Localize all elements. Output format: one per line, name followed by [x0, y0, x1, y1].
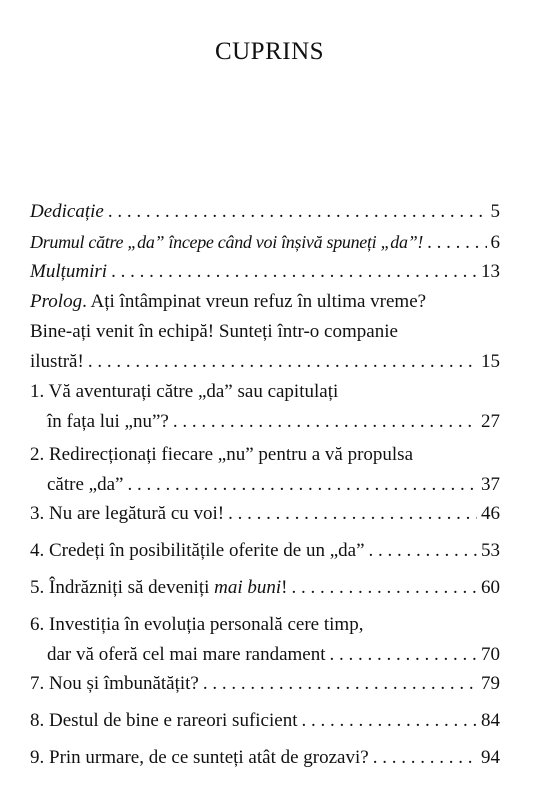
- toc-chapter-6: [30, 610, 500, 670]
- chapter-page: 37: [481, 474, 500, 495]
- toc-chapter-2: [30, 440, 500, 500]
- entry-label-line3: ilustră!: [30, 351, 84, 372]
- dot-leader: [369, 536, 477, 566]
- chapter-title: Nou și îmbunătățit?: [49, 673, 199, 694]
- chapter-title: Destul de bine e rareori suficient: [49, 710, 298, 731]
- toc-chapter-8: [30, 706, 500, 736]
- entry-label-line2: Bine-ați venit în echipă! Sunteți într-o companie: [30, 321, 398, 342]
- chapter-number: 4.: [30, 540, 45, 561]
- chapter-title-line2: în fața lui „nu”?: [47, 411, 169, 432]
- toc-entry-dedication: [30, 197, 500, 227]
- chapter-number: 6.: [30, 614, 45, 635]
- entry-label: Drumul către „da” începe când voi înșivă spuneți „da”!: [30, 232, 424, 252]
- toc-entry-intro: [30, 227, 500, 258]
- dot-leader: [292, 573, 478, 603]
- chapter-number: 3.: [30, 503, 45, 524]
- chapter-title: Investiția în evoluția personală cere timp,: [49, 614, 364, 635]
- chapter-number: 2.: [30, 444, 45, 465]
- chapter-title-end: !: [281, 577, 288, 598]
- dot-leader: [373, 743, 477, 773]
- chapter-number: 9.: [30, 747, 45, 768]
- chapter-page: 70: [481, 644, 500, 665]
- dot-leader: [127, 470, 477, 500]
- dot-leader: [427, 228, 486, 258]
- chapter-page: 84: [481, 710, 500, 731]
- entry-page: 5: [490, 201, 500, 222]
- dot-leader: [88, 347, 477, 377]
- entry-label-rest: . Ați întâmpinat vreun refuz în ultima vreme?: [82, 291, 427, 312]
- chapter-title: Nu are legătură cu voi!: [49, 503, 225, 524]
- chapter-title: Îndrăzniți să deveniți: [49, 577, 215, 598]
- toc-chapter-4: [30, 536, 500, 566]
- toc-chapter-9: [30, 743, 500, 773]
- toc-chapter-7: [30, 669, 500, 699]
- chapter-title-italic: mai buni: [214, 577, 282, 598]
- chapter-number: 7.: [30, 673, 45, 694]
- toc-chapter-1: [30, 377, 500, 437]
- page-title: CUPRINS: [214, 38, 325, 65]
- entry-label: Dedicație: [30, 201, 104, 222]
- dot-leader: [228, 499, 477, 529]
- dot-leader: [173, 407, 477, 437]
- dot-leader: [108, 197, 487, 227]
- chapter-page: 94: [481, 747, 500, 768]
- chapter-number: 5.: [30, 577, 45, 598]
- chapter-page: 60: [481, 577, 500, 598]
- entry-page: 15: [481, 351, 500, 372]
- toc-entry-thanks: [30, 257, 500, 287]
- entry-page: 6: [490, 232, 500, 253]
- toc-chapter-5: [30, 573, 500, 603]
- dot-leader: [203, 669, 477, 699]
- entry-label-italic: Prolog: [30, 291, 83, 312]
- chapter-page: 53: [481, 540, 500, 561]
- chapter-title: Credeți în posibilitățile oferite de un „da”: [49, 540, 365, 561]
- chapter-title-line2: către „da”: [47, 474, 124, 495]
- chapter-title: Vă aventurați către „da” sau capitulați: [48, 381, 339, 402]
- toc-entry-prolog: [30, 287, 500, 377]
- chapter-page: 27: [481, 411, 500, 432]
- chapter-number: 8.: [30, 710, 45, 731]
- chapter-title: Redirecționați fiecare „nu” pentru a vă propulsa: [49, 444, 413, 465]
- dot-leader: [301, 706, 477, 736]
- chapter-page: 79: [481, 673, 500, 694]
- chapter-title-line2: dar vă oferă cel mai mare randament: [47, 644, 326, 665]
- toc-chapter-3: [30, 499, 500, 529]
- chapter-number: 1.: [30, 381, 45, 402]
- dot-leader: [330, 640, 477, 670]
- entry-page: 13: [481, 261, 500, 282]
- chapter-title: Prin urmare, de ce sunteți atât de grozavi?: [49, 747, 369, 768]
- dot-leader: [111, 257, 477, 287]
- entry-label: Mulțumiri: [30, 261, 108, 282]
- chapter-page: 46: [481, 503, 500, 524]
